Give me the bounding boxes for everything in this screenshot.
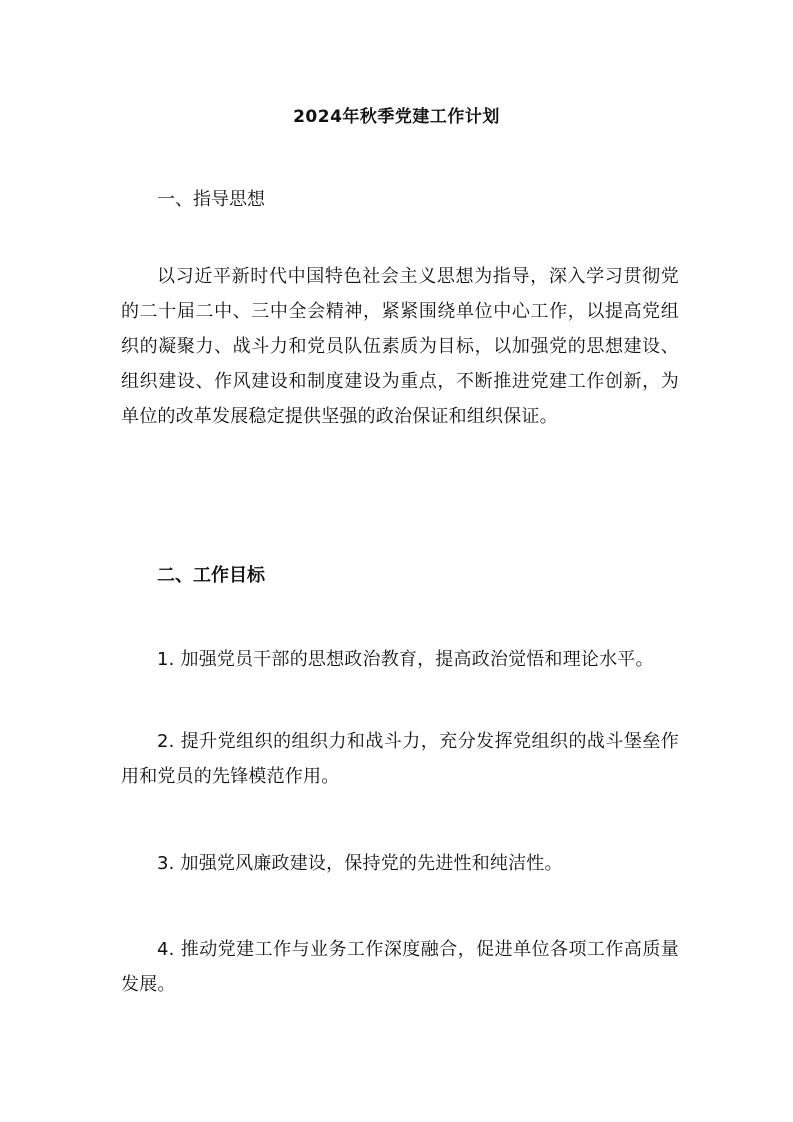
goal-item-2: 2. 提升党组织的组织力和战斗力，充分发挥党组织的战斗堡垒作用和党员的先锋模范作用。 xyxy=(121,731,679,787)
document-title: 2024年秋季党建工作计划 xyxy=(293,107,500,127)
guiding-ideology-paragraph: 以习近平新时代中国特色社会主义思想为指导，深入学习贯彻党的二十届二中、三中全会精神，紧紧围绕单位中心工作，以提高党组织的凝聚力、战斗力和党员队伍素质为目标，以加强党的思想建设、组织建设、作风建设和制度建设为重点，不断推进党建工作创新，为单位的改革发展稳定提供坚强的政治保证和组织保证。 xyxy=(121,266,679,427)
goal-item-4: 4. 推动党建工作与业务工作深度融合，促进单位各项工作高质量发展。 xyxy=(121,939,679,995)
section-heading-guiding-ideology: 一、指导思想 xyxy=(157,189,265,210)
section-heading-work-goals: 二、工作目标 xyxy=(157,565,265,586)
goal-item-1: 1. 加强党员干部的思想政治教育，提高政治觉悟和理论水平。 xyxy=(157,649,654,670)
goal-item-3: 3. 加强党风廉政建设，保持党的先进性和纯洁性。 xyxy=(157,853,563,874)
